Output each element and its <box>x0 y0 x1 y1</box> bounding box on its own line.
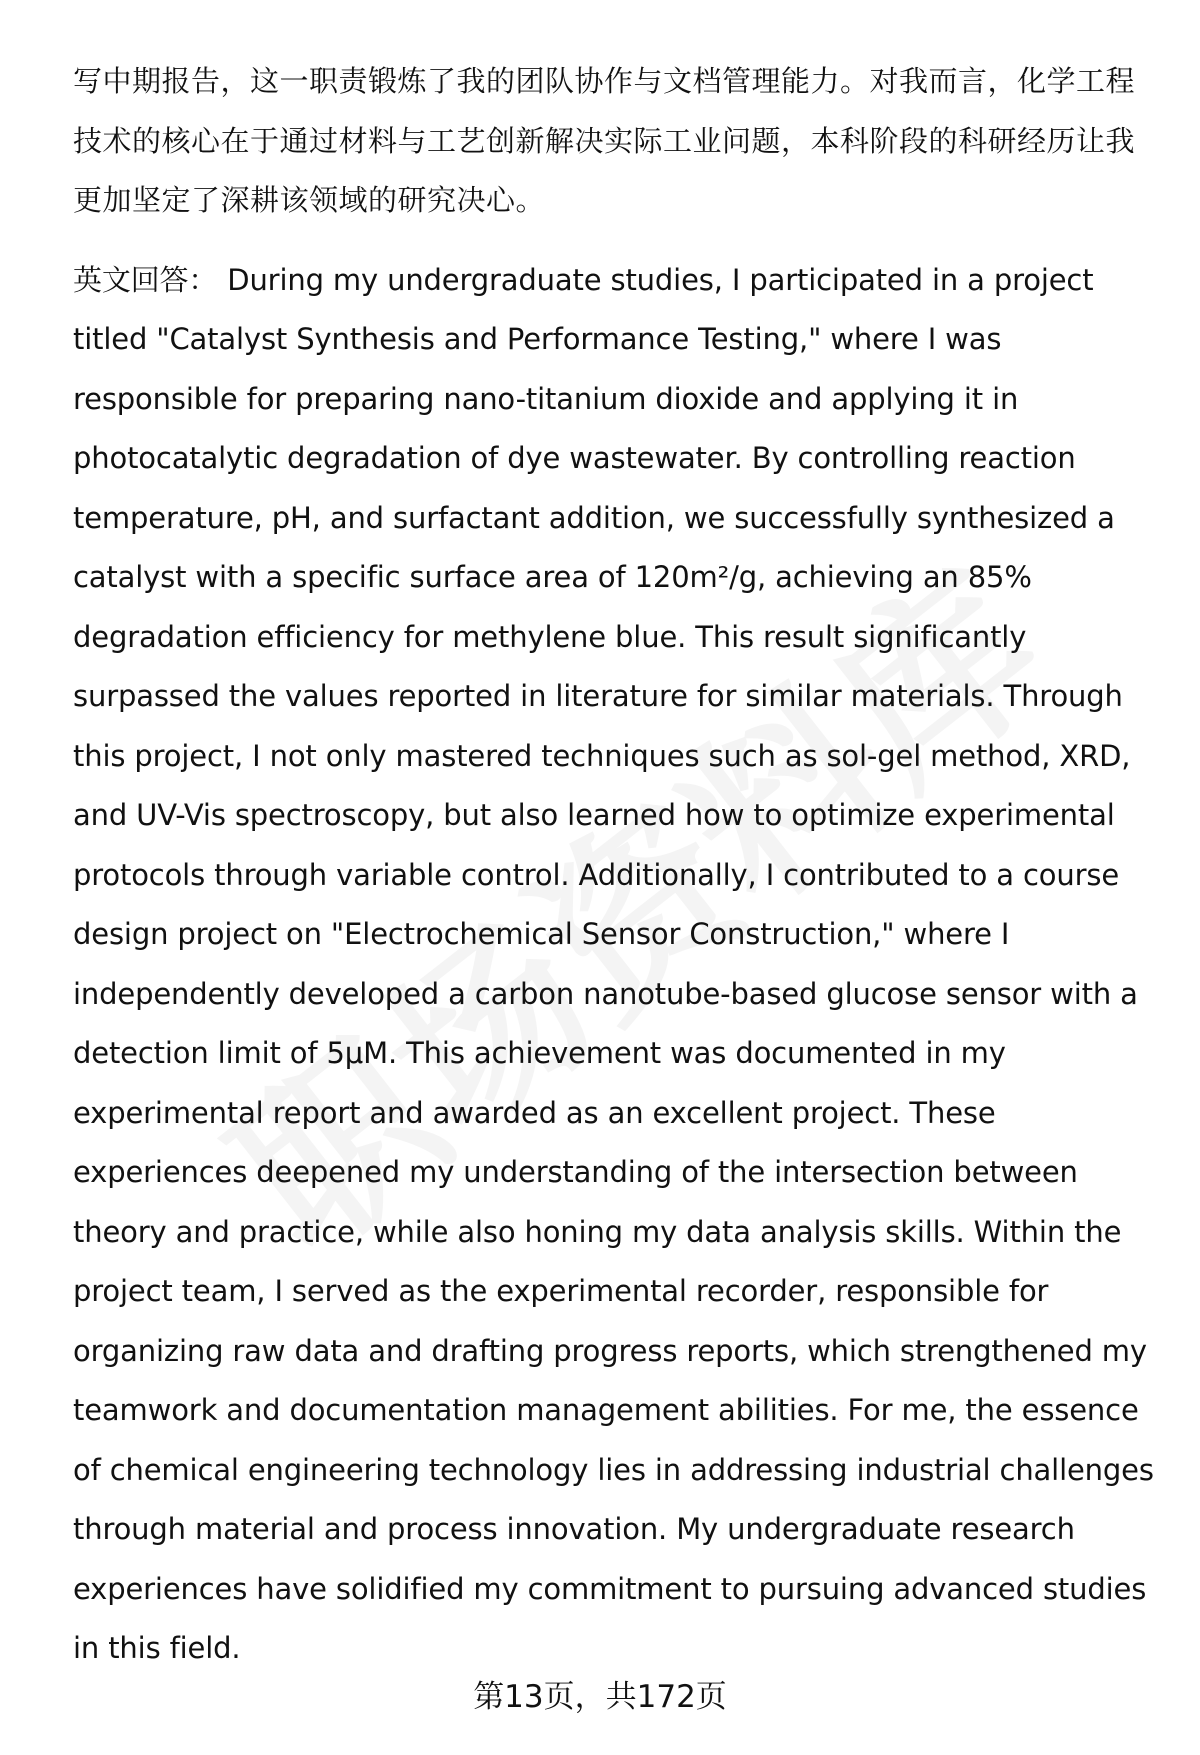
english-answer-label: 英文回答： <box>73 262 218 297</box>
document-page <box>73 52 1163 1679</box>
english-answer-text: During my undergraduate studies, I participated in a project titled "Catalyst Synthesis and Performance Testing," where I was responsible for preparing nano-titanium dioxide and applying it in photocatalytic degradation of dye wastewater. By controlling reaction temperature, pH, and surfactant addition, we successfully synthesized a catalyst with a specific surface area of 120m²/g, achieving an 85% degradation efficiency for methylene blue. This result significantly surpassed the values reported in literature for similar materials. Through this project, I not only mastered techniques such as sol-gel method, XRD, and UV-Vis spectroscopy, but also learned how to optimize experimental protocols through variable control. Additionally, I contributed to a course design project on "Electrochemical Sensor Construction," where I independently developed a carbon nanotube-based glucose sensor with a detection limit of 5μM. This achievement was documented in my experimental report and awarded as an excellent project. These experiences deepened my understanding of the intersection between theory and practice, while also honing my data analysis skills. Within the project team, I served as the experimental recorder, responsible for organizing raw data and drafting progress reports, which strengthened my teamwork and documentation management abilities. For me, the essence of chemical engineering technology lies in addressing industrial challenges through material and process innovation. My undergraduate research experiences have solidified my commitment to pursuing advanced studies in this field. <box>73 262 1154 1665</box>
english-answer-paragraph <box>73 251 1163 1679</box>
page-number: 第13页，共172页 <box>473 1679 727 1715</box>
chinese-paragraph: 写中期报告，这一职责锻炼了我的团队协作与文档管理能力。对我而言，化学工程技术的核心在于通过材料与工艺创新解决实际工业问题，本科阶段的科研经历让我更加坚定了深耕该领域的研究决心。 <box>73 64 1136 217</box>
